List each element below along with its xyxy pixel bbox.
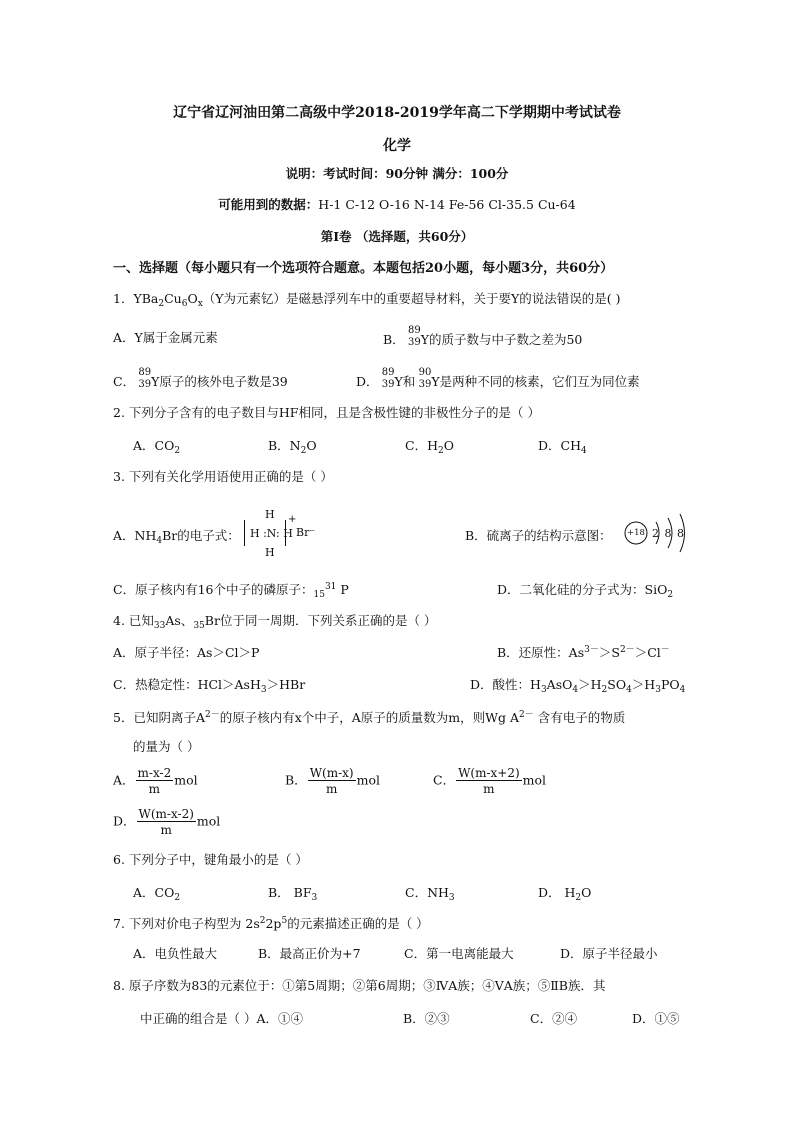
nuclide-y90 — [415, 367, 432, 392]
q7-option-b: B．最高正价为+7 — [258, 946, 361, 961]
q3-option-c: C．原子核内有16个中子的磷原子：$_{15}^{31}$ P — [113, 582, 349, 600]
question-6-stem: 6. 下列分子中，键角最小的是（ ） — [113, 852, 308, 867]
q6-option-d: D． $H_2O$ — [538, 885, 592, 903]
q2-option-a: A．$CO_2$ — [133, 438, 181, 456]
q1-sub: 6 — [181, 299, 188, 309]
q1-d-label: D． — [356, 374, 379, 389]
nuclide-y89 — [405, 325, 421, 350]
element-symbol: Y — [431, 374, 440, 389]
atomic-mass-values: H-1 C-12 O-16 N-14 Fe-56 Cl-35.5 Cu-64 — [318, 197, 576, 212]
q3-option-d: D．二氧化硅的分子式为：SiO$_2$ — [497, 582, 674, 600]
question-1-stem — [113, 291, 621, 309]
q1-text: O — [187, 291, 198, 306]
q6-option-b: B． $BF_3$ — [268, 885, 318, 903]
exam-instructions: 说明：考试时间：90分钟 满分：100分 — [285, 166, 509, 181]
sulfide-structure-diagram — [620, 512, 686, 554]
question-8-stem: 8. 原子序数为83的元素位于：①第5周期；②第6周期；③ⅣA族；④ⅤA族；⑤ⅡB族．其 — [113, 978, 606, 993]
q1-c-text: 原子的核外电子数是39 — [159, 374, 288, 389]
atomic-mass-data — [0, 199, 794, 212]
element-symbol: Y — [394, 374, 403, 389]
mass-number: 89 — [407, 325, 421, 336]
q4-option-d: D．酸性：$H_3AsO_4>H_2SO_4>H_3PO_4$ — [470, 677, 686, 695]
atomic-mass-label: 可能用到的数据： — [218, 197, 319, 212]
q1-option-c — [113, 367, 288, 392]
fraction: $\frac{W(m-x+2)}{m}$ — [458, 766, 520, 796]
question-4-stem: 4. 已知$_{33}$As、$_{35}$Br位于同一周期．下列关系正确的是（ ） — [113, 613, 437, 631]
q1-sub: x — [197, 299, 203, 309]
q3-option-a: A．$NH_4Br$的电子式： — [113, 528, 240, 546]
q1-d-and: 和 — [402, 374, 416, 389]
nucleus-charge: +18 — [627, 528, 645, 538]
q1-d-text: 是两种不同的核素，它们互为同位素 — [439, 374, 640, 389]
q1-sub: 2 — [158, 299, 165, 309]
q1-text: （Y为元素钇）是磁悬浮列车中的重要超导材料，关于要Y的说法错误的是( ) — [202, 291, 621, 306]
q5-option-d: D． $\frac{W(m-x-2)}{m}$ mol — [113, 807, 221, 837]
electron-shells: 2 8 8 — [652, 527, 684, 540]
hydrogen-top: H — [265, 508, 275, 521]
q7-option-d: D．原子半径最小 — [560, 946, 658, 961]
element-symbol: Y — [151, 374, 160, 389]
atomic-number: 39 — [138, 379, 152, 390]
q7-option-a: A．电负性最大 — [133, 946, 218, 961]
question-5-stem: 5．已知阴离子$A^{2-}$的原子核内有x个中子，A原子的质量数为m，则Wg $A^{2-}$ 含有电子的物质 — [113, 710, 626, 725]
q4-option-c: C．热稳定性：HCl＞AsH$_3$＞HBr — [113, 677, 306, 695]
fraction: $\frac{W(m-x-2)}{m}$ — [138, 807, 194, 837]
nh-core: H :N: H — [250, 527, 293, 540]
q8-option-b: B．②③ — [403, 1011, 450, 1026]
q6-option-c: C．$NH_3$ — [405, 885, 455, 903]
nuclide-y89 — [135, 367, 152, 392]
q1-option-d — [356, 367, 640, 392]
subject-title: 化学 — [383, 138, 411, 154]
q2-option-d: D．$CH_4$ — [538, 438, 587, 456]
q1-b-text: 的质子数与中子数之差为50 — [428, 332, 583, 347]
mass-number: 90 — [418, 367, 432, 378]
q6-option-a: A．$CO_2$ — [133, 885, 181, 903]
section-heading: 一、选择题（每小题只有一个选项符合题意。本题包括20小题，每小题3分，共60分） — [113, 261, 614, 276]
volume-heading: 第Ⅰ卷 （选择题，共60分） — [320, 229, 474, 244]
q7-option-c: C．第一电离能最大 — [404, 946, 514, 961]
question-2-stem: 2. 下列分子含有的电子数目与HF相同，且是含极性键的非极性分子的是（ ） — [113, 405, 540, 420]
question-7-stem: 7. 下列对价电子构型为 $2s^22p^5$的元素描述正确的是（ ） — [113, 916, 429, 931]
fraction: $\frac{m-x-2}{m}$ — [137, 766, 172, 796]
q3-option-b: B．硫离子的结构示意图： — [465, 528, 612, 543]
q1-b-label: B． — [383, 332, 405, 347]
exam-title: 辽宁省辽河油田第二高级中学2018-2019学年高二下学期期中考试试卷 — [173, 105, 621, 121]
q4-option-a: A．原子半径：As＞Cl＞P — [113, 645, 260, 660]
q2-option-c: C．$H_2O$ — [405, 438, 454, 456]
atomic-number: 39 — [381, 379, 395, 390]
q1-c-label: C． — [113, 374, 136, 389]
mass-number: 89 — [138, 367, 152, 378]
atomic-number: 39 — [407, 337, 421, 348]
fraction: $\frac{W(m-x)}{m}$ — [309, 766, 354, 796]
q5-option-b: B． $\frac{W(m-x)}{m}$ mol — [285, 766, 380, 796]
nuclide-y89 — [379, 367, 395, 392]
q4-option-b: B．还原性：$As^{3-}>S^{2-}>Cl^-$ — [497, 645, 670, 660]
question-3-stem: 3. 下列有关化学用语使用正确的是（ ） — [113, 469, 333, 484]
q8-option-c: C．②④ — [530, 1011, 578, 1026]
plus-charge: + — [288, 514, 297, 525]
mass-number: 89 — [381, 367, 395, 378]
q1-option-b — [383, 325, 583, 350]
q1-option-a: A．Y属于金属元素 — [113, 330, 218, 345]
question-5-stem-line2: 的量为（ ） — [133, 739, 200, 754]
q1-text: 1．YBa — [113, 291, 159, 306]
q5-option-a: A． $\frac{m-x-2}{m}$ mol — [113, 766, 198, 796]
q8-option-d: D．①⑤ — [632, 1011, 680, 1026]
atomic-number: 39 — [418, 379, 432, 390]
q2-option-b: B．$N_2O$ — [268, 438, 317, 456]
bromide-ion: Br⁻ — [296, 526, 316, 539]
hydrogen-bottom: H — [265, 546, 275, 559]
element-symbol: Y — [420, 332, 429, 347]
q1-text: Cu — [164, 291, 182, 306]
ammonium-electron-formula — [238, 508, 338, 558]
q8-option-a: 中正确的组合是（ ）A．①④ — [140, 1011, 304, 1026]
q5-option-c: C． $\frac{W(m-x+2)}{m}$ mol — [433, 766, 547, 796]
